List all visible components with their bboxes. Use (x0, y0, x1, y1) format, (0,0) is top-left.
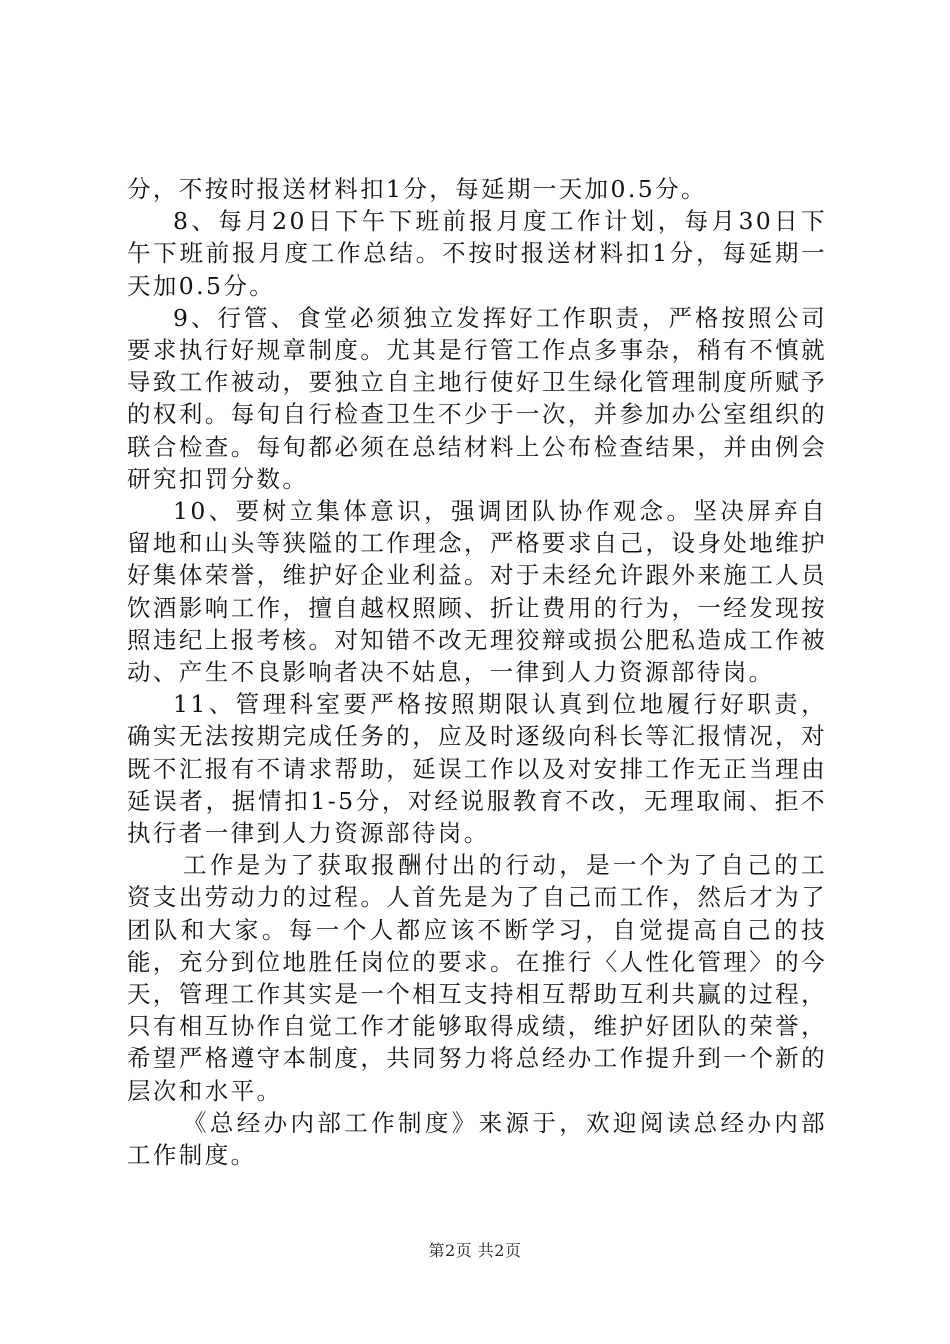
paragraph-item-11: 11、管理科室要严格按照期限认真到位地履行好职责，确实无法按期完成任务的，应及时逐级向科长等汇报情况，对既不汇报有不请求帮助，延误工作以及对安排工作无正当理由延误者，据情扣1-5分，对经说服教育不改，无理取闹、拒不执行者一律到人力资源部待岗。 (127, 690, 827, 848)
paragraph-source-note: 《总经办内部工作制度》来源于，欢迎阅读总经办内部工作制度。 (127, 1108, 827, 1170)
paragraph-item-9: 9、行管、食堂必须独立发挥好工作职责，严格按照公司要求执行好规章制度。尤其是行管工作点多事杂，稍有不慎就导致工作被动，要独立自主地行使好卫生绿化管理制度所赋予的权利。每旬自行检查卫生不少于一次，并参加办公室组织的联合检查。每旬都必须在总结材料上公布检查结果，并由例会研究扣罚分数。 (127, 303, 827, 493)
paragraph-item-10: 10、要树立集体意识，强调团队协作观念。坚决屏弃自留地和山头等狭隘的工作理念，严格要求自己，设身处地维护好集体荣誉，维护好企业利益。对于未经允许跟外来施工人员饮酒影响工作，擅自越权照顾、折让费用的行为，一经发现按照违纪上报考核。对知错不改无理狡辩或损公肥私造成工作被动、产生不良影响者决不姑息，一律到人力资源部待岗。 (127, 497, 827, 687)
document-body (127, 173, 827, 1171)
paragraph-item-8: 8、每月20日下午下班前报月度工作计划，每月30日下午下班前报月度工作总结。不按时报送材料扣1分，每延期一天加0.5分。 (127, 207, 827, 300)
page-number-footer: 第2页 共2页 (428, 1241, 522, 1260)
paragraph-continuation: 分，不按时报送材料扣1分，每延期一天加0.5分。 (127, 175, 707, 203)
paragraph-closing: 工作是为了获取报酬付出的行动，是一个为了自己的工资支出劳动力的过程。人首先是为了自己而工作，然后才为了团队和大家。每一个人都应该不断学习，自觉提高自己的技能，充分到位地胜任岗位的要求。在推行〈人性化管理〉的今天，管理工作其实是一个相互支持相互帮助互利共赢的过程，只有相互协作自觉工作才能够取得成绩，维护好团队的荣誉，希望严格遵守本制度，共同努力将总经办工作提升到一个新的层次和水平。 (127, 851, 827, 1105)
